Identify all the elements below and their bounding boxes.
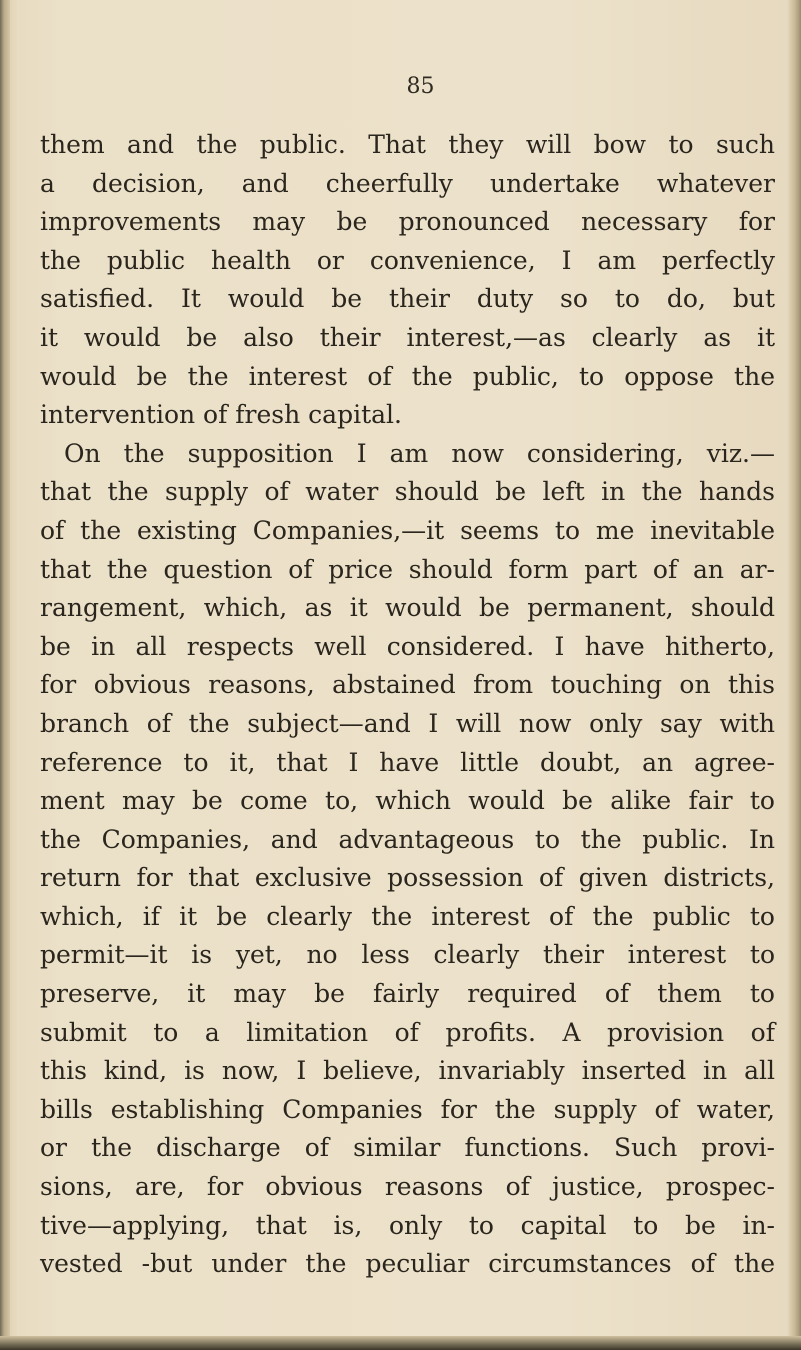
- text-line: rangement, which, as it would be permanent, should: [40, 593, 775, 623]
- text-line: which, if it be clearly the interest of the public to: [40, 901, 775, 931]
- body-text: [40, 126, 775, 1284]
- text-line: reference to it, that I have little doubt, an agree-: [40, 747, 775, 777]
- text-line: them and the public. That they will bow to such: [40, 130, 775, 159]
- text-line: bills establishing Companies for the supply of water,: [40, 1094, 775, 1124]
- text-line: that the supply of water should be left in the hands: [40, 477, 775, 507]
- text-line: branch of the subject—and I will now only say with: [40, 708, 775, 738]
- text-line: ment may be come to, which would be alike fair to: [40, 786, 775, 816]
- text-line: On the supposition I am now considering, viz.—: [64, 438, 775, 468]
- text-line: preserve, it may be fairly required of them to: [40, 979, 775, 1009]
- page-binding-edge: [0, 0, 10, 1350]
- text-line: permit—it is yet, no less clearly their interest to: [40, 940, 775, 970]
- text-line: improvements may be pronounced necessary for: [40, 207, 775, 237]
- text-line: vested -but under the peculiar circumstances of the: [40, 1249, 775, 1279]
- text-line: or the discharge of similar functions. Such provi-: [40, 1133, 775, 1163]
- text-line: sions, are, for obvious reasons of justice, prospec-: [40, 1172, 775, 1202]
- text-line: be in all respects well considered. I have hitherto,: [40, 631, 775, 661]
- text-line: would be the interest of the public, to oppose the: [40, 361, 775, 391]
- text-line: it would be also their interest,—as clearly as it: [40, 322, 775, 352]
- text-line: return for that exclusive possession of given districts,: [40, 863, 775, 893]
- text-line: of the existing Companies,—it seems to me inevitable: [40, 515, 775, 545]
- text-line: submit to a limitation of profits. A provision of: [40, 1017, 775, 1047]
- text-line: for obvious reasons, abstained from touching on this: [40, 670, 775, 700]
- text-line: intervention of fresh capital.: [40, 400, 402, 430]
- text-line: a decision, and cheerfully undertake whatever: [40, 168, 775, 198]
- text-line: this kind, is now, I believe, invariably inserted in all: [40, 1056, 775, 1086]
- text-line: the Companies, and advantageous to the public. In: [40, 824, 775, 854]
- page-bottom-edge: [0, 1336, 801, 1350]
- text-line: the public health or convenience, I am perfectly: [40, 245, 775, 275]
- text-line: satisfied. It would be their duty so to do, but: [40, 284, 775, 314]
- page-number: 85: [406, 74, 435, 99]
- text-line: that the question of price should form part of an ar-: [40, 554, 775, 584]
- text-line: tive—applying, that is, only to capital to be in-: [40, 1210, 775, 1240]
- page-right-edge: [787, 0, 801, 1350]
